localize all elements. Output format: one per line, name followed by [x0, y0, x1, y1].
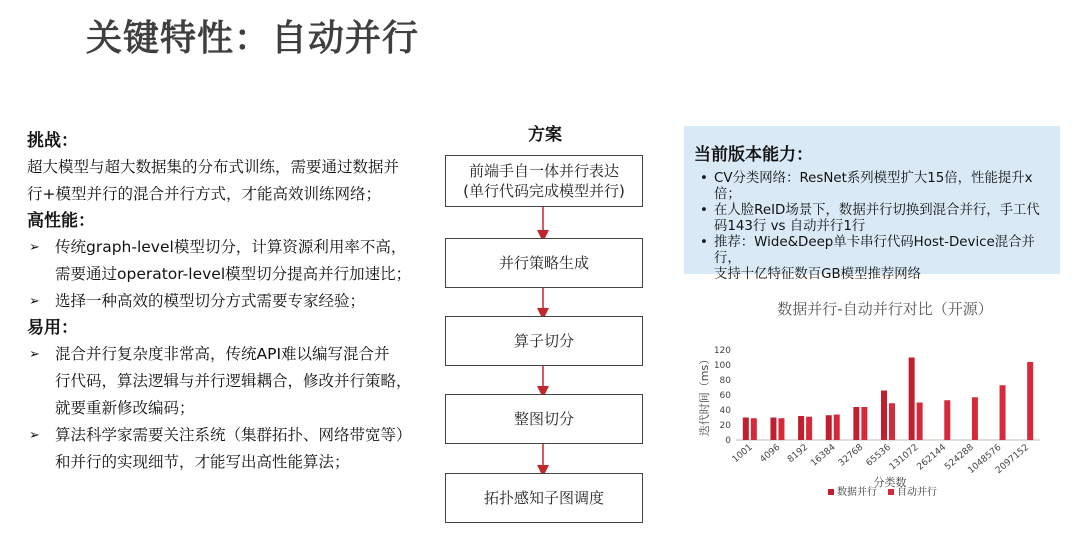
bar-auto-parallel [1027, 362, 1033, 440]
list-item-line: 支持十亿特征数百GB模型推荐网络 [714, 267, 922, 282]
flow-step-label: 并行策略生成 [498, 254, 589, 272]
page-title: 关键特性：自动并行 [86, 18, 420, 59]
bar-data-parallel [770, 418, 776, 441]
bar-auto-parallel [944, 400, 950, 440]
flow-step-label: 拓扑感知子图调度 [483, 489, 604, 507]
arrow-bullet-icon: ➢ [29, 294, 40, 309]
arrow-bullet-icon: ➢ [29, 347, 40, 362]
legend-swatch [888, 489, 894, 495]
bullet-icon: • [700, 235, 708, 250]
list-item [694, 235, 1050, 283]
capabilities-heading: 当前版本能力： [694, 145, 813, 165]
list-item [694, 203, 1050, 235]
flow-step-label: 整图切分 [513, 410, 574, 428]
list-item-line: CV分类网络：ResNet系列模型扩大15倍，性能提升x倍； [714, 171, 1033, 202]
chart-ylabel: 迭代时间（ms） [698, 353, 711, 437]
list-item [694, 171, 1050, 203]
bar-data-parallel [909, 358, 915, 441]
capabilities-list [694, 171, 1050, 283]
perf-heading: 高性能： [27, 211, 95, 231]
flow-step-frontend [445, 155, 643, 207]
flow-step-graph-split [445, 394, 643, 444]
arrow-bullet-icon: ➢ [29, 428, 40, 443]
x-tick-label: 16384 [809, 442, 838, 469]
x-tick-label: 8192 [786, 442, 811, 466]
y-tick-label: 60 [719, 391, 731, 401]
y-tick-label: 100 [713, 361, 731, 371]
chart-xlabel: 分类数 [873, 476, 907, 489]
bar-auto-parallel [1000, 385, 1006, 440]
comparison-chart [690, 292, 1070, 554]
chart-bars [743, 358, 1033, 441]
challenge-text-line: 行+模型并行的混合并行方式，才能高效训练网络； [27, 185, 381, 203]
list-item-line: 选择一种高效的模型切分方式需要专家经验； [55, 292, 366, 310]
bar-auto-parallel [861, 407, 867, 440]
bar-auto-parallel [751, 418, 757, 440]
x-tick-label: 1048576 [966, 442, 1004, 477]
legend-swatch [828, 489, 834, 495]
list-item-line: 码143行 vs 自动并行1行 [714, 219, 866, 234]
list-item-line: 混合并行复杂度非常高，传统API难以编写混合并 [55, 345, 390, 363]
bar-data-parallel [743, 418, 749, 441]
x-tick-label: 2097152 [993, 442, 1032, 477]
flow-step-sublabel: (单行代码完成模型并行) [463, 182, 625, 200]
x-tick-label: 1001 [730, 442, 755, 466]
challenge-text-line: 超大模型与超大数据集的分布式训练，需要通过数据并 [27, 158, 400, 176]
bar-data-parallel [826, 415, 832, 440]
bar-auto-parallel [778, 418, 784, 440]
y-tick-label: 40 [719, 406, 731, 416]
bar-auto-parallel [972, 397, 978, 440]
list-item-line: 就要重新修改编码； [55, 399, 195, 417]
bar-auto-parallel [917, 403, 923, 441]
bar-auto-parallel [806, 417, 812, 440]
flow-step-strategy [445, 238, 643, 288]
list-item-line: 需要通过operator-level模型切分提高并行加速比； [55, 265, 412, 283]
flow-step-topology-schedule [445, 473, 643, 523]
list-item-line: 传统graph-level模型切分，计算资源利用率不高， [55, 238, 407, 256]
flow-step-label: 前端手自一体并行表达 [468, 162, 619, 180]
ease-heading: 易用： [27, 318, 78, 338]
y-tick-label: 80 [719, 376, 731, 386]
x-tick-label: 4096 [758, 442, 783, 466]
x-tick-label: 32768 [836, 442, 866, 469]
y-tick-label: 0 [725, 436, 731, 446]
bar-auto-parallel [834, 415, 840, 441]
challenge-heading: 挑战： [27, 131, 78, 151]
x-tick-label: 65536 [864, 442, 893, 469]
list-item-line: 和并行的实现细节，才能写出高性能算法； [55, 453, 350, 471]
list-item-line: 在人脸ReID场景下，数据并行切换到混合并行，手工代 [714, 203, 1040, 218]
arrow-bullet-icon: ➢ [29, 240, 40, 255]
y-tick-label: 20 [719, 421, 731, 431]
y-tick-label: 120 [713, 346, 731, 356]
chart-axes [714, 346, 1040, 476]
chart-title: 数据并行-自动并行对比（开源） [777, 300, 993, 318]
list-item-line: 推荐：Wide&Deep单卡串行代码Host-Device混合并行， [714, 235, 1035, 266]
bar-data-parallel [853, 407, 859, 440]
capabilities-panel [684, 126, 1060, 282]
bar-data-parallel [881, 391, 887, 441]
flow-step-operator-split [445, 316, 643, 366]
flow-step-label: 算子切分 [513, 332, 574, 350]
legend-label: 数据并行 [837, 487, 877, 498]
legend-label: 自动并行 [897, 487, 937, 498]
list-item-line: 行代码，算法逻辑与并行逻辑耦合，修改并行策略， [55, 372, 412, 390]
x-tick-label: 131072 [887, 442, 921, 473]
bar-auto-parallel [889, 403, 895, 440]
bullet-icon: • [700, 203, 708, 218]
bar-data-parallel [798, 416, 804, 440]
flow-title: 方案 [528, 125, 562, 145]
bullet-icon: • [700, 171, 708, 186]
x-tick-label: 524288 [943, 442, 976, 473]
x-tick-label: 262144 [915, 442, 949, 473]
list-item-line: 算法科学家需要关注系统（集群拓扑、网络带宽等） [55, 426, 412, 444]
